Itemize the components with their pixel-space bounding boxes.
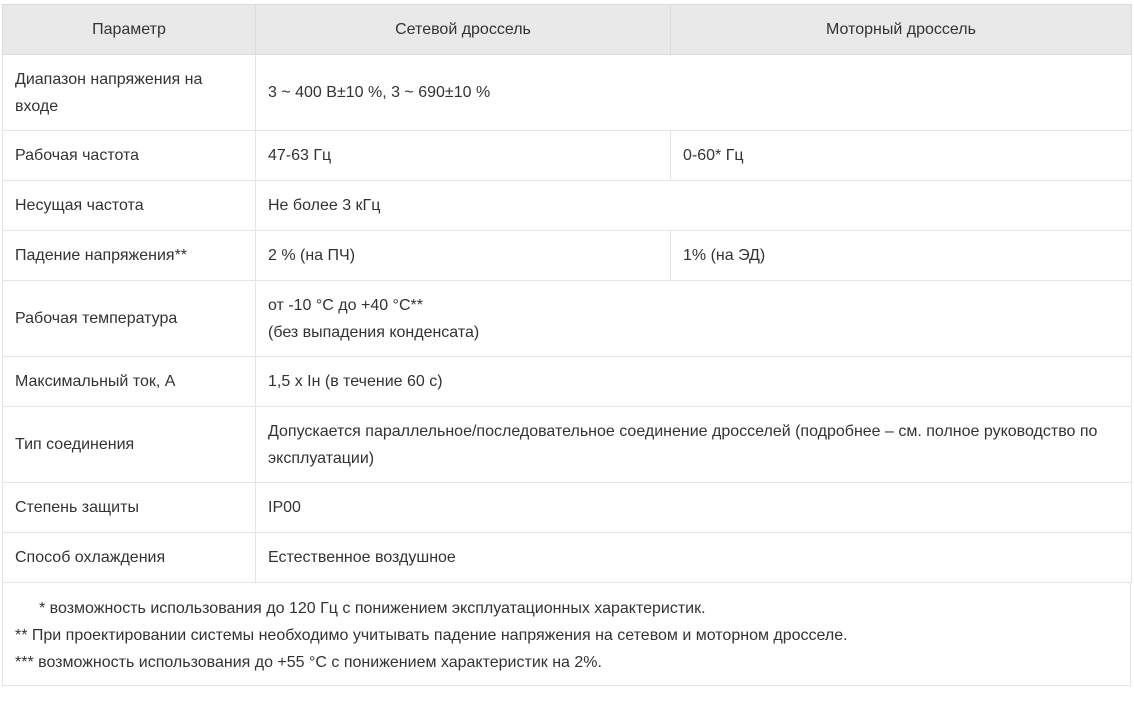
row-network-value: 47-63 Гц (256, 131, 671, 181)
table-row (3, 483, 1132, 533)
row-value (256, 281, 1132, 357)
row-network-value: 2 % (на ПЧ) (256, 231, 671, 281)
table-row (3, 281, 1132, 357)
row-motor-value: 0-60* Гц (671, 131, 1132, 181)
row-param: Максимальный ток, А (3, 357, 256, 407)
header-parameter: Параметр (3, 5, 256, 55)
table-row (3, 357, 1132, 407)
table-row (3, 231, 1132, 281)
table-row (3, 533, 1132, 583)
table-row (3, 131, 1132, 181)
spec-table (2, 4, 1132, 583)
row-param: Тип соединения (3, 407, 256, 483)
row-value: Допускается параллельное/последовательное соединение дросселей (подробнее – см. полное руководство по эксплуатации) (256, 407, 1132, 483)
row-param: Способ охлаждения (3, 533, 256, 583)
row-value: Естественное воздушное (256, 533, 1132, 583)
spec-table-container (2, 4, 1131, 686)
header-network-choke: Сетевой дроссель (256, 5, 671, 55)
row-value-line: (без выпадения конденсата) (268, 323, 480, 341)
row-param: Диапазон напряжения на входе (3, 55, 256, 131)
footnote: * возможность использования до 120 Гц с понижением эксплуатационных характеристик. (39, 600, 706, 617)
table-header-row (3, 5, 1132, 55)
row-value: 3 ~ 400 В±10 %, 3 ~ 690±10 % (256, 55, 1132, 131)
row-value: 1,5 х Iн (в течение 60 с) (256, 357, 1132, 407)
row-param: Степень защиты (3, 483, 256, 533)
row-value: Не более 3 кГц (256, 181, 1132, 231)
footnote: *** возможность использования до +55 °С с понижением характеристик на 2%. (15, 654, 602, 671)
footnote: ** При проектировании системы необходимо учитывать падение напряжения на сетевом и моторном дросселе. (15, 627, 848, 644)
footnotes (2, 583, 1131, 686)
row-param: Падение напряжения** (3, 231, 256, 281)
header-motor-choke: Моторный дроссель (671, 5, 1132, 55)
row-value: IP00 (256, 483, 1132, 533)
row-param: Рабочая частота (3, 131, 256, 181)
row-param: Несущая частота (3, 181, 256, 231)
table-row (3, 181, 1132, 231)
row-value-line: от -10 °С до +40 °С** (268, 296, 423, 314)
row-param: Рабочая температура (3, 281, 256, 357)
row-motor-value: 1% (на ЭД) (671, 231, 1132, 281)
table-row (3, 407, 1132, 483)
table-row (3, 55, 1132, 131)
